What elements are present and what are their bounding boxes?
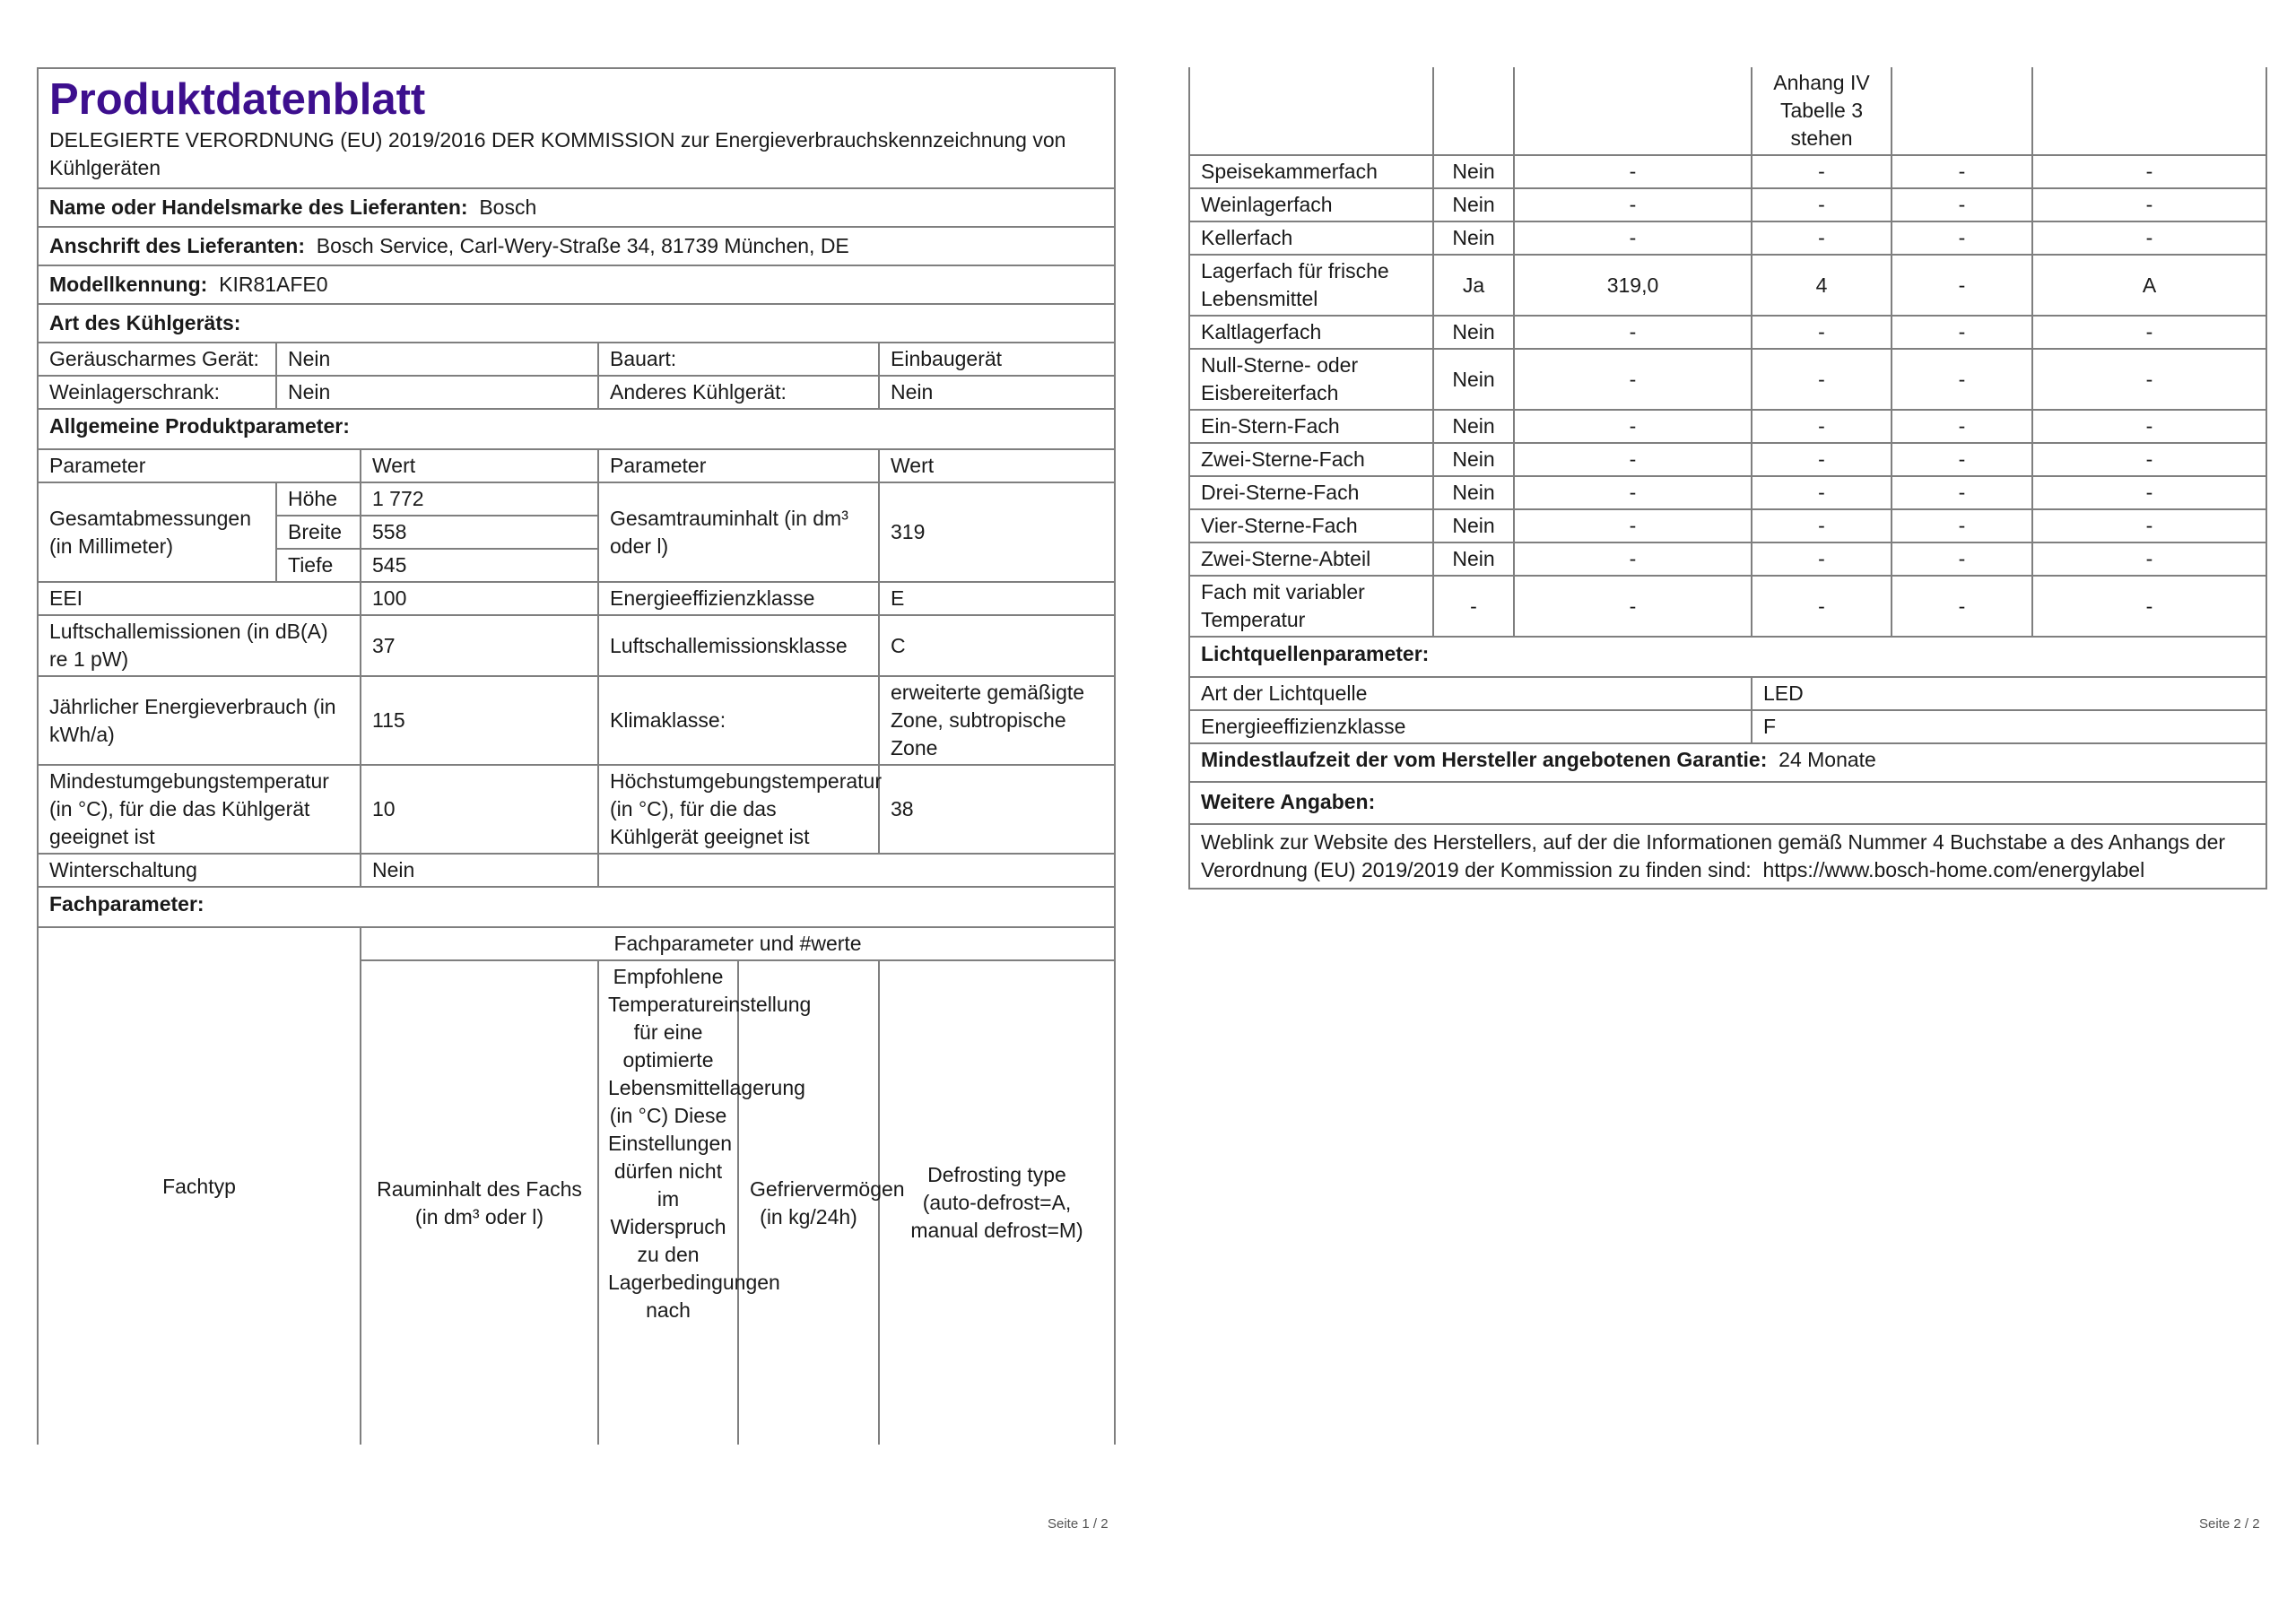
supplier-name: Bosch xyxy=(479,195,537,219)
col-header-value: Wert xyxy=(879,449,1115,482)
compartment-temp: - xyxy=(1752,316,1892,349)
table-row xyxy=(1189,443,2266,476)
compartment-heading: Fachparameter: xyxy=(38,887,1115,927)
compartment-freeze: - xyxy=(1892,188,2032,221)
col-freeze: Gefriervermögen (in kg/24h) xyxy=(738,960,879,1445)
compartment-volume: - xyxy=(1514,349,1752,410)
type-value: Einbaugerät xyxy=(879,343,1115,376)
col-header-param: Parameter xyxy=(598,449,879,482)
compartment-freeze: - xyxy=(1892,476,2032,509)
compartment-volume: - xyxy=(1514,410,1752,443)
compartment-type: Null-Sterne- oder Eisbereiterfach xyxy=(1189,349,1433,410)
compartment-present: Nein xyxy=(1433,155,1514,188)
compartment-volume: - xyxy=(1514,316,1752,349)
compartment-freeze: - xyxy=(1892,349,2032,410)
table-row xyxy=(1189,542,2266,576)
type-value: Nein xyxy=(276,376,598,409)
compartment-freeze: - xyxy=(1892,316,2032,349)
page-2 xyxy=(1188,67,2266,890)
compartment-temp: - xyxy=(1752,542,1892,576)
compartment-freeze: - xyxy=(1892,155,2032,188)
dim-label: Tiefe xyxy=(276,549,361,582)
compartment-present: Nein xyxy=(1433,443,1514,476)
compartment-defrost: - xyxy=(2032,576,2266,637)
volume-value: 319 xyxy=(879,482,1115,582)
col-header-value: Wert xyxy=(361,449,598,482)
table-row xyxy=(1189,576,2266,637)
product-datasheet-table xyxy=(37,67,1116,1445)
table-row xyxy=(1189,255,2266,316)
table-header-row xyxy=(38,449,1115,482)
param-name: Luftschallemissionen (in dB(A) re 1 pW) xyxy=(38,615,361,676)
compartment-type: Zwei-Sterne-Abteil xyxy=(1189,542,1433,576)
compartment-defrost: - xyxy=(2032,476,2266,509)
type-param: Geräuscharmes Gerät: xyxy=(38,343,276,376)
col-defrost: Defrosting type (auto-defrost=A, manual defrost=M) xyxy=(879,960,1115,1445)
col-temp: Empfohlene Temperatureinstellung für eine optimierte Lebensmittellagerung (in °C) Diese Einstellungen dürfen nicht im Widerspruch zu den Lagerbedingungen nach xyxy=(598,960,738,1445)
type-param: Weinlagerschrank: xyxy=(38,376,276,409)
warranty-value: 24 Monate xyxy=(1779,748,1876,771)
compartment-temp: - xyxy=(1752,188,1892,221)
compartment-volume: - xyxy=(1514,476,1752,509)
compartment-freeze: - xyxy=(1892,410,2032,443)
light-value: LED xyxy=(1752,677,2266,710)
compartment-defrost: A xyxy=(2032,255,2266,316)
compartment-volume: - xyxy=(1514,188,1752,221)
col-volume: Rauminhalt des Fachs (in dm³ oder l) xyxy=(361,960,598,1445)
param-name: Klimaklasse: xyxy=(598,676,879,765)
compartment-defrost: - xyxy=(2032,316,2266,349)
compartment-defrost: - xyxy=(2032,542,2266,576)
table-row xyxy=(1189,155,2266,188)
table-row xyxy=(1189,316,2266,349)
compartment-freeze: - xyxy=(1892,542,2032,576)
table-row xyxy=(1189,221,2266,255)
compartment-defrost: - xyxy=(2032,410,2266,443)
compartment-present: Nein xyxy=(1433,349,1514,410)
param-row xyxy=(38,676,1115,765)
compartment-table xyxy=(1188,67,2267,890)
compartment-present: Nein xyxy=(1433,410,1514,443)
compartment-volume: - xyxy=(1514,221,1752,255)
compartment-volume: - xyxy=(1514,509,1752,542)
compartment-freeze: - xyxy=(1892,255,2032,316)
supplier-address: Bosch Service, Carl-Wery-Straße 34, 81739 München, DE xyxy=(316,234,849,257)
winter-row xyxy=(38,854,1115,887)
compartment-defrost: - xyxy=(2032,221,2266,255)
param-name: Luftschallemissionsklasse xyxy=(598,615,879,676)
type-param: Bauart: xyxy=(598,343,879,376)
compartment-freeze: - xyxy=(1892,443,2032,476)
compartment-type: Fach mit variabler Temperatur xyxy=(1189,576,1433,637)
compartment-volume: - xyxy=(1514,542,1752,576)
compartment-type: Speisekammerfach xyxy=(1189,155,1433,188)
light-row xyxy=(1189,710,2266,743)
general-heading: Allgemeine Produktparameter: xyxy=(38,409,1115,449)
compartment-temp: - xyxy=(1752,410,1892,443)
compartment-present: Nein xyxy=(1433,221,1514,255)
light-value: F xyxy=(1752,710,2266,743)
table-row xyxy=(1189,188,2266,221)
compartment-type: Kaltlagerfach xyxy=(1189,316,1433,349)
compartment-temp: 4 xyxy=(1752,255,1892,316)
param-name: Höchstumgebungstemperatur (in °C), für die das Kühlgerät geeignet ist xyxy=(598,765,879,854)
col-fachtyp: Fachtyp xyxy=(38,927,361,1445)
page-number: Seite 2 / 2 xyxy=(2199,1516,2260,1532)
compartment-volume: 319,0 xyxy=(1514,255,1752,316)
type-value: Nein xyxy=(879,376,1115,409)
dim-value: 545 xyxy=(361,549,598,582)
param-value: E xyxy=(879,582,1115,615)
param-name: Jährlicher Energieverbrauch (in kWh/a) xyxy=(38,676,361,765)
param-value: 37 xyxy=(361,615,598,676)
type-row xyxy=(38,343,1115,376)
table-row xyxy=(1189,349,2266,410)
light-label: Energieeffizienzklasse xyxy=(1189,710,1752,743)
compartment-temp: - xyxy=(1752,443,1892,476)
table-row xyxy=(1189,476,2266,509)
dimensions-label: Gesamtabmessungen (in Millimeter) xyxy=(38,482,276,582)
weblink-url[interactable]: https://www.bosch-home.com/energylabel xyxy=(1762,858,2145,881)
model-label: Modellkennung: xyxy=(49,273,208,296)
compartment-temp: - xyxy=(1752,155,1892,188)
compartment-freeze: - xyxy=(1892,576,2032,637)
type-row xyxy=(38,376,1115,409)
compartment-freeze: - xyxy=(1892,221,2032,255)
dim-value: 558 xyxy=(361,516,598,549)
compartment-rows xyxy=(1189,155,2266,637)
supplier-address-label: Anschrift des Lieferanten: xyxy=(49,234,305,257)
param-value: 38 xyxy=(879,765,1115,854)
winter-value: Nein xyxy=(361,854,598,887)
param-row xyxy=(38,615,1115,676)
light-heading: Lichtquellenparameter: xyxy=(1189,637,2266,677)
compartment-temp: - xyxy=(1752,476,1892,509)
type-value: Nein xyxy=(276,343,598,376)
compartment-defrost: - xyxy=(2032,443,2266,476)
compartment-type: Lagerfach für frische Lebensmittel xyxy=(1189,255,1433,316)
further-heading: Weitere Angaben: xyxy=(1189,782,2266,824)
type-heading: Art des Kühlgeräts: xyxy=(38,304,1115,343)
compartment-temp: - xyxy=(1752,349,1892,410)
dim-label: Breite xyxy=(276,516,361,549)
compartment-temp: - xyxy=(1752,576,1892,637)
param-value: 10 xyxy=(361,765,598,854)
col-header-param: Parameter xyxy=(38,449,361,482)
weblink-text: Weblink zur Website des Herstellers, auf der die Informationen gemäß Nummer 4 Buchstabe a des Anhangs der Verordnung (EU) 2019/2019 der Kommission zu finden sind: xyxy=(1201,830,2226,881)
model-id: KIR81AFE0 xyxy=(219,273,328,296)
compartment-temp: - xyxy=(1752,221,1892,255)
compartment-type: Kellerfach xyxy=(1189,221,1433,255)
supplier-name-label: Name oder Handelsmarke des Lieferanten: xyxy=(49,195,468,219)
param-name: EEI xyxy=(38,582,361,615)
param-value: 100 xyxy=(361,582,598,615)
compartment-defrost: - xyxy=(2032,509,2266,542)
regulation-text: DELEGIERTE VERORDNUNG (EU) 2019/2016 DER KOMMISSION zur Energieverbrauchskennzeichnung von Kühlgeräten xyxy=(49,128,1066,179)
compartment-present: Nein xyxy=(1433,509,1514,542)
compartment-defrost: - xyxy=(2032,349,2266,410)
compartment-present: Nein xyxy=(1433,542,1514,576)
compartment-group-header: Fachparameter und #werte xyxy=(361,927,1115,960)
param-value: 115 xyxy=(361,676,598,765)
continued-text: Anhang IV Tabelle 3 stehen xyxy=(1752,67,1892,155)
param-name: Energieeffizienzklasse xyxy=(598,582,879,615)
compartment-type: Zwei-Sterne-Fach xyxy=(1189,443,1433,476)
compartment-volume: - xyxy=(1514,443,1752,476)
winter-label: Winterschaltung xyxy=(38,854,361,887)
compartment-volume: - xyxy=(1514,155,1752,188)
compartment-defrost: - xyxy=(2032,188,2266,221)
compartment-freeze: - xyxy=(1892,509,2032,542)
compartment-temp: - xyxy=(1752,509,1892,542)
compartment-volume: - xyxy=(1514,576,1752,637)
light-row xyxy=(1189,677,2266,710)
warranty-label: Mindestlaufzeit der vom Hersteller angebotenen Garantie: xyxy=(1201,748,1768,771)
page-1 xyxy=(37,67,1114,1445)
compartment-type: Ein-Stern-Fach xyxy=(1189,410,1433,443)
param-value: C xyxy=(879,615,1115,676)
compartment-present: Nein xyxy=(1433,188,1514,221)
table-row xyxy=(1189,509,2266,542)
compartment-defrost: - xyxy=(2032,155,2266,188)
light-label: Art der Lichtquelle xyxy=(1189,677,1752,710)
compartment-present: Nein xyxy=(1433,316,1514,349)
compartment-type: Drei-Sterne-Fach xyxy=(1189,476,1433,509)
dim-label: Höhe xyxy=(276,482,361,516)
page-title: Produktdatenblatt xyxy=(49,75,426,124)
compartment-present: Ja xyxy=(1433,255,1514,316)
dim-value: 1 772 xyxy=(361,482,598,516)
param-row xyxy=(38,765,1115,854)
param-row xyxy=(38,582,1115,615)
type-param: Anderes Kühlgerät: xyxy=(598,376,879,409)
compartment-type: Vier-Sterne-Fach xyxy=(1189,509,1433,542)
param-name: Mindestumgebungstemperatur (in °C), für die das Kühlgerät geeignet ist xyxy=(38,765,361,854)
page-number: Seite 1 / 2 xyxy=(1048,1516,1109,1532)
compartment-present: Nein xyxy=(1433,476,1514,509)
compartment-type: Weinlagerfach xyxy=(1189,188,1433,221)
param-value: erweiterte gemäßigte Zone, subtropische Zone xyxy=(879,676,1115,765)
table-row xyxy=(1189,410,2266,443)
volume-label: Gesamtrauminhalt (in dm³ oder l) xyxy=(598,482,879,582)
compartment-present: - xyxy=(1433,576,1514,637)
